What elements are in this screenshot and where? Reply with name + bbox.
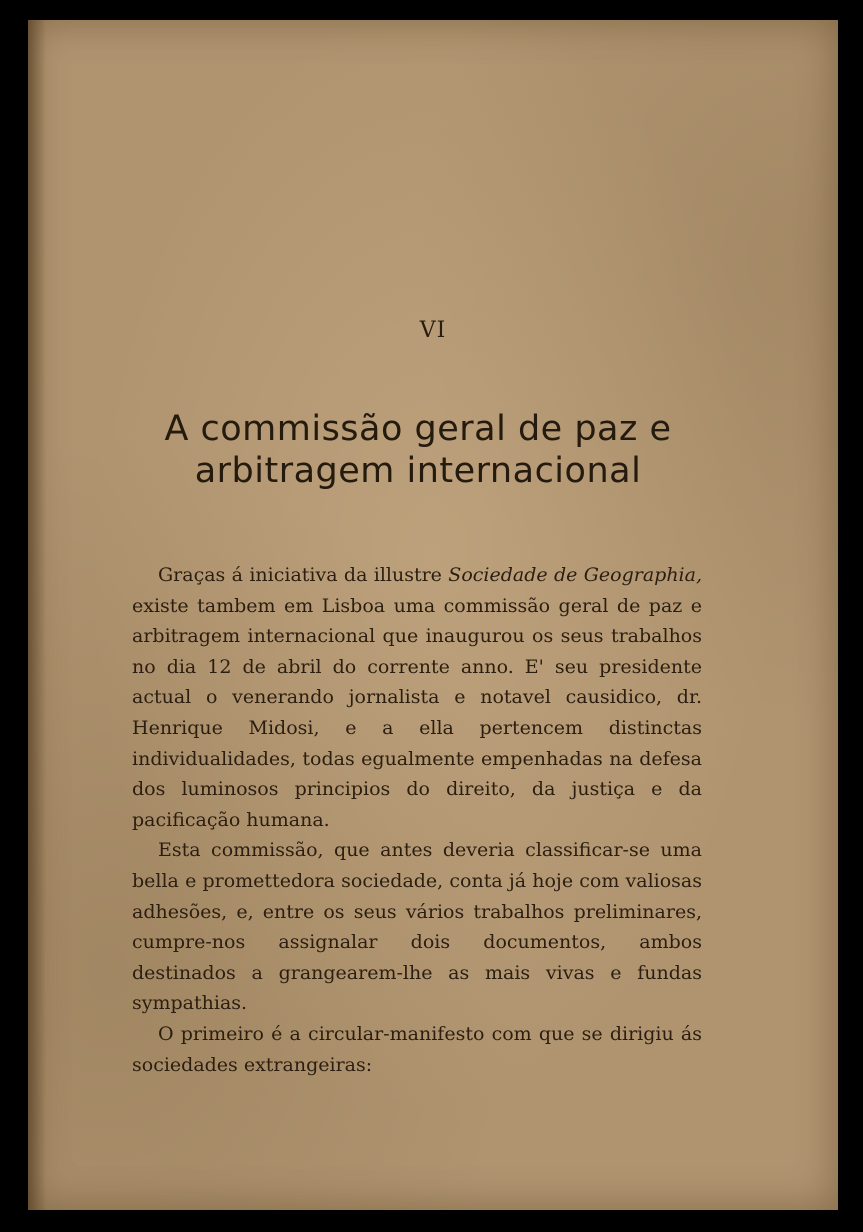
chapter-title-line-2: arbitragem internacional <box>194 451 642 491</box>
paragraph-1-part-2: existe tambem em Lisboa uma commissão geral de paz e arbitragem internacional que inaugurou os seus trabalhos no dia 12 de abril do corrente anno. E' seu presidente actual o venerando jornalista e notavel causidico, dr. Henrique Midosi, e a ella pertencem distinctas individualidades, todas egualmente empenhadas na defesa dos luminosos principios do direito, da justiça e da pacificação humana. <box>132 594 702 831</box>
paragraph-1-italic: Sociedade de Geographia, <box>448 564 703 586</box>
paragraph-1 <box>132 560 702 835</box>
chapter-title-line-1: A commissão geral de paz e <box>164 409 672 449</box>
paragraph-3: O primeiro é a circular-manifesto com que se dirigiu ás sociedades extrangeiras: <box>132 1022 702 1076</box>
book-page <box>28 20 838 1210</box>
paragraph-2: Esta commissão, que antes deveria classificar-se uma bella e promettedora sociedade, conta já hoje com valiosas adhesões, e, entre os seus vários trabalhos preliminares, cumpre-nos assignalar dois documentos, ambos destinados a grangearem-lhe as mais vivas e fundas sympathias. <box>132 839 702 1015</box>
body-text <box>132 560 702 1080</box>
paragraph-1-part-1: Graças á iniciativa da illustre <box>158 564 449 586</box>
page-spine-shadow <box>28 20 46 1210</box>
chapter-numeral: VI <box>419 318 447 343</box>
chapter-title <box>118 408 718 492</box>
